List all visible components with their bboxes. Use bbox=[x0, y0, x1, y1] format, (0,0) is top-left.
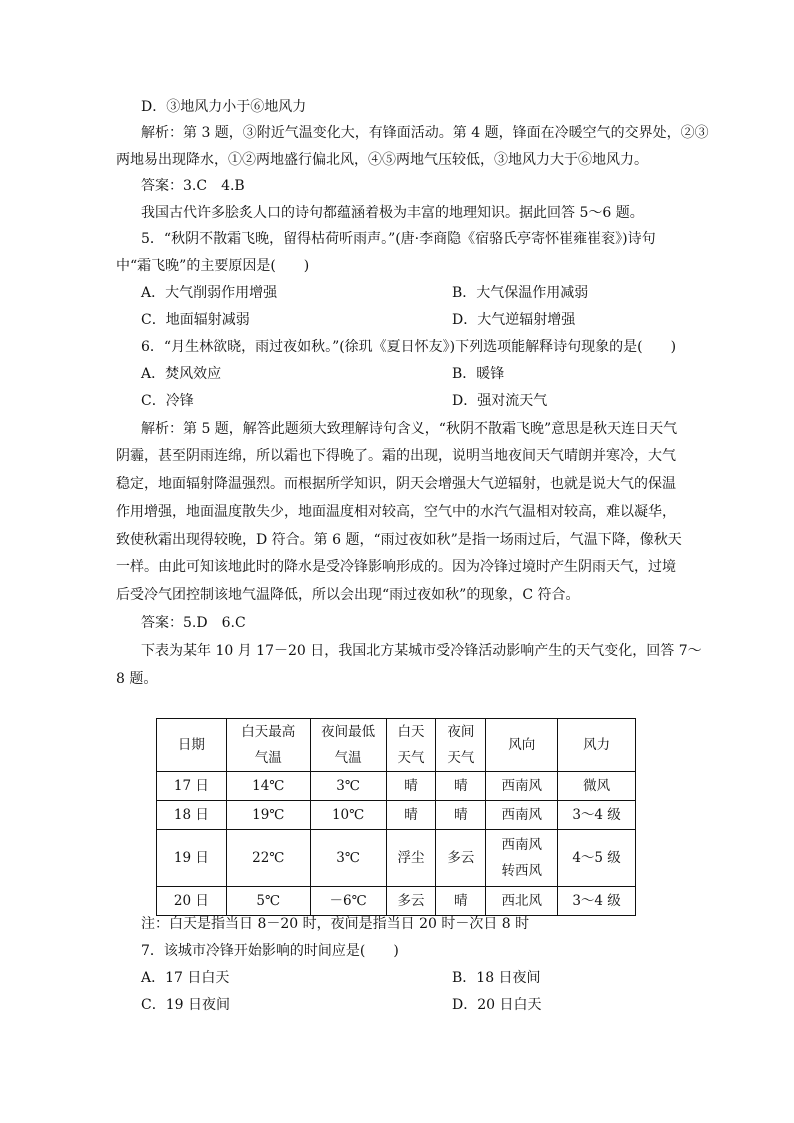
cell-min-temp: －6℃ bbox=[310, 887, 386, 916]
cell-wind-force: 3～4 级 bbox=[558, 801, 636, 830]
q6-option-b: B．暖锋 bbox=[452, 366, 505, 382]
table-row bbox=[157, 772, 636, 801]
cell-date: 17 日 bbox=[157, 772, 227, 801]
cell-min-temp: 10℃ bbox=[310, 801, 386, 830]
cell-date: 20 日 bbox=[157, 887, 227, 916]
explanation-2-line-4: 作用增强，地面温度散失少，地面温度相对较高，空气中的水汽气温相对较高，难以凝华， bbox=[116, 504, 676, 520]
q5-option-d: D．大气逆辐射增强 bbox=[452, 312, 576, 328]
table-row bbox=[157, 830, 636, 887]
cell-wind-force: 微风 bbox=[558, 772, 636, 801]
explanation-2-line-3: 稳定，地面辐射降温强烈。而根据所学知识，阴天会增强大气逆辐射，也就是说大气的保温 bbox=[116, 476, 676, 492]
intro-7-8-line-1: 下表为某年 10 月 17－20 日，我国北方某城市受冷锋活动影响产生的天气变化，回答 7～ bbox=[141, 643, 702, 659]
weather-table bbox=[156, 718, 636, 916]
header-date: 日期 bbox=[157, 719, 227, 772]
q6-option-a: A．焚风效应 bbox=[141, 366, 222, 382]
cell-night-weather: 晴 bbox=[436, 801, 486, 830]
table-row bbox=[157, 801, 636, 830]
q5-option-b: B．大气保温作用减弱 bbox=[452, 285, 589, 301]
header-night-min-temp: 夜间最低 气温 bbox=[310, 719, 386, 772]
question-7: 7．该城市冷锋开始影响的时间应是( ) bbox=[141, 943, 399, 959]
cell-night-weather: 晴 bbox=[436, 887, 486, 916]
explanation-1-line-2: 两地易出现降水，①②两地盛行偏北风，④⑤两地气压较低，③地风力大于⑥地风力。 bbox=[116, 152, 648, 168]
table-note: 注：白天是指当日 8－20 时，夜间是指当日 20 时－次日 8 时 bbox=[141, 916, 530, 932]
answer-5-6: 答案：5.D 6.C bbox=[141, 615, 246, 631]
cell-night-weather: 多云 bbox=[436, 830, 486, 887]
header-wind-direction: 风向 bbox=[486, 719, 558, 772]
cell-night-weather: 晴 bbox=[436, 772, 486, 801]
q5-option-a: A．大气削弱作用增强 bbox=[141, 285, 278, 301]
q7-option-c: C．19 日夜间 bbox=[141, 997, 230, 1013]
q7-option-d: D．20 日白天 bbox=[452, 997, 542, 1013]
q7-option-a: A．17 日白天 bbox=[141, 970, 230, 986]
cell-wind-direction: 西南风 bbox=[486, 772, 558, 801]
explanation-2-line-2: 阴霾，甚至阴雨连绵，所以霜也下得晚了。霜的出现，说明当地夜间天气晴朗并寒冷，大气 bbox=[116, 448, 676, 464]
cell-wind-force: 4～5 级 bbox=[558, 830, 636, 887]
header-wind-force: 风力 bbox=[558, 719, 636, 772]
q7-option-b: B．18 日夜间 bbox=[452, 970, 541, 986]
explanation-2-line-1: 解析：第 5 题，解答此题须大致理解诗句含义，“秋阴不散霜飞晚”意思是秋天连日天气 bbox=[141, 421, 678, 437]
cell-wind-direction: 西南风 转西风 bbox=[486, 830, 558, 887]
explanation-2-line-6: 一样。由此可知该地此时的降水是受冷锋影响形成的。因为冷锋过境时产生阴雨天气，过境 bbox=[116, 559, 676, 575]
question-6: 6．“月生林欲晓，雨过夜如秋。”(徐玑《夏日怀友》)下列选项能解释诗句现象的是( ) bbox=[141, 339, 677, 355]
cell-wind-direction: 西南风 bbox=[486, 801, 558, 830]
header-day-max-temp: 白天最高 气温 bbox=[226, 719, 310, 772]
header-day-weather: 白天 天气 bbox=[386, 719, 436, 772]
intro-7-8-line-2: 8 题。 bbox=[116, 671, 158, 687]
table-row bbox=[157, 887, 636, 916]
q6-option-c: C．冷锋 bbox=[141, 393, 194, 409]
cell-wind-force: 3～4 级 bbox=[558, 887, 636, 916]
explanation-2-line-5: 致使秋霜出现得较晚，D 符合。第 6 题，“雨过夜如秋”是指一场雨过后，气温下降，像秋天 bbox=[116, 532, 682, 548]
q5-option-c: C．地面辐射减弱 bbox=[141, 312, 250, 328]
answer-3-4: 答案：3.C 4.B bbox=[141, 178, 245, 194]
cell-max-temp: 14℃ bbox=[226, 772, 310, 801]
q4-option-d: D．③地风力小于⑥地风力 bbox=[141, 99, 307, 115]
cell-date: 18 日 bbox=[157, 801, 227, 830]
table-header-row bbox=[157, 719, 636, 772]
explanation-1-line-1: 解析：第 3 题，③附近气温变化大，有锋面活动。第 4 题，锋面在冷暖空气的交界处，②③ bbox=[141, 125, 709, 141]
intro-5-6: 我国古代许多脍炙人口的诗句都蕴涵着极为丰富的地理知识。据此回答 5～6 题。 bbox=[141, 205, 644, 221]
cell-day-weather: 晴 bbox=[386, 801, 436, 830]
explanation-2-line-7: 后受冷气团控制该地气温降低，所以会出现“雨过夜如秋”的现象，C 符合。 bbox=[116, 587, 580, 603]
q6-option-d: D．强对流天气 bbox=[452, 393, 548, 409]
cell-day-weather: 浮尘 bbox=[386, 830, 436, 887]
cell-min-temp: 3℃ bbox=[310, 830, 386, 887]
question-5-line-1: 5．“秋阴不散霜飞晚，留得枯荷听雨声。”(唐·李商隐《宿骆氏亭寄怀崔雍崔衮》)诗句 bbox=[141, 231, 656, 247]
cell-wind-direction: 西北风 bbox=[486, 887, 558, 916]
cell-max-temp: 19℃ bbox=[226, 801, 310, 830]
cell-min-temp: 3℃ bbox=[310, 772, 386, 801]
cell-max-temp: 5℃ bbox=[226, 887, 310, 916]
cell-day-weather: 多云 bbox=[386, 887, 436, 916]
cell-date: 19 日 bbox=[157, 830, 227, 887]
cell-day-weather: 晴 bbox=[386, 772, 436, 801]
question-5-line-2: 中“霜飞晚”的主要原因是( ) bbox=[116, 258, 310, 274]
header-night-weather: 夜间 天气 bbox=[436, 719, 486, 772]
cell-max-temp: 22℃ bbox=[226, 830, 310, 887]
